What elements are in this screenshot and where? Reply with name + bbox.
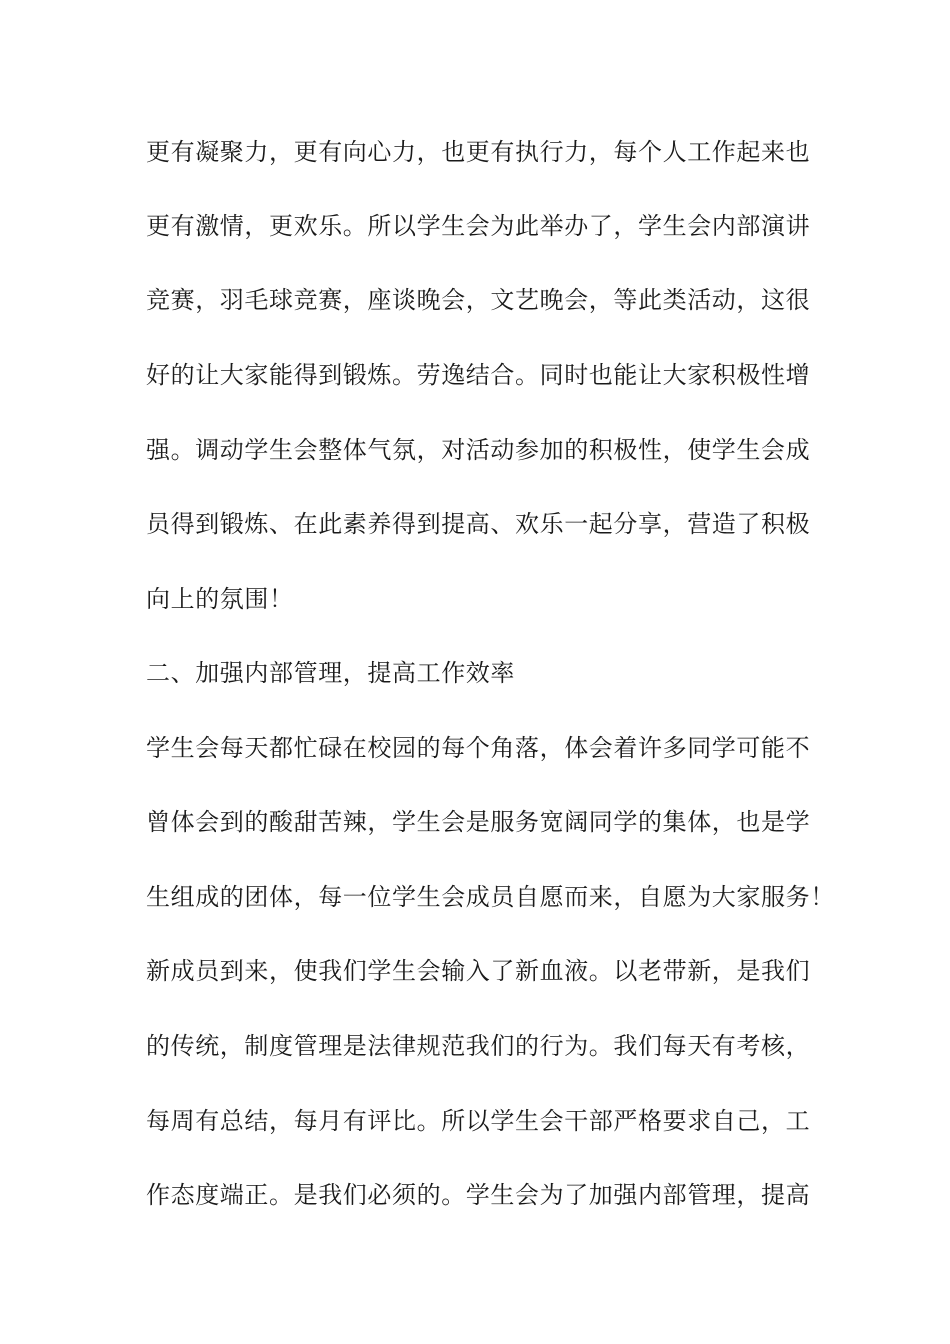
text-line: 每周有总结，每月有评比。所以学生会干部严格要求自己，工 <box>146 1107 811 1135</box>
text-line: 曾体会到的酸甜苦辣，学生会是服务宽阔同学的集体，也是学 <box>146 808 811 836</box>
text-line: 向上的氛围！ <box>146 585 294 613</box>
text-line: 作态度端正。是我们必须的。学生会为了加强内部管理，提高 <box>146 1181 811 1209</box>
text-line: 竞赛，羽毛球竞赛，座谈晚会，文艺晚会，等此类活动，这很 <box>146 286 811 314</box>
text-line: 新成员到来，使我们学生会输入了新血液。以老带新，是我们 <box>146 957 811 985</box>
text-line: 好的让大家能得到锻炼。劳逸结合。同时也能让大家积极性增 <box>146 361 811 389</box>
text-line: 更有激情，更欢乐。所以学生会为此举办了，学生会内部演讲 <box>146 212 811 240</box>
section-heading: 二、加强内部管理，提高工作效率 <box>146 659 515 687</box>
text-line: 生组成的团体，每一位学生会成员自愿而来，自愿为大家服务！ <box>146 883 835 911</box>
text-line: 更有凝聚力，更有向心力，也更有执行力，每个人工作起来也 <box>146 138 811 166</box>
text-line: 学生会每天都忙碌在校园的每个角落，体会着许多同学可能不 <box>146 734 811 762</box>
text-line: 员得到锻炼、在此素养得到提高、欢乐一起分享，营造了积极 <box>146 510 811 538</box>
text-line: 强。调动学生会整体气氛，对活动参加的积极性，使学生会成 <box>146 436 811 464</box>
text-line: 的传统，制度管理是法律规范我们的行为。我们每天有考核， <box>146 1032 811 1060</box>
